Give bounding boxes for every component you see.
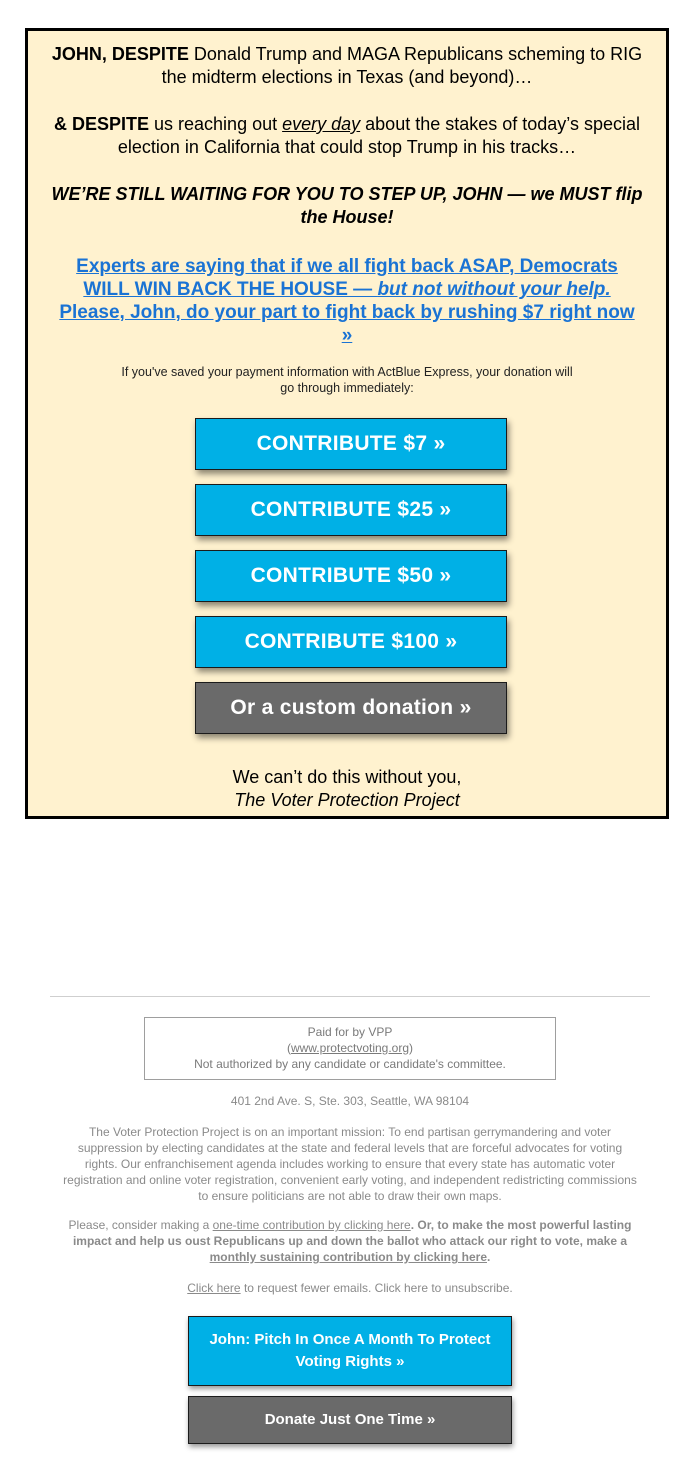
donation-appeal-box	[25, 28, 669, 819]
mission-statement: The Voter Protection Project is on an important mission: To end partisan gerrymandering and voter suppression by electing candidates at the state and federal levels that are forceful advocates for voting rights. Our enfranchisement agenda includes working to ensure that every state has automatic voter registration and online voter registration, convenient early voting, and independent redistricting commissions to ensure politicians are not able to draw their own maps.	[63, 1125, 637, 1203]
appeal-text-2b: about the stakes of today’s special election in California that could stop Trump in his tracks…	[117, 114, 640, 157]
appeal-emphasis: every day	[282, 114, 361, 134]
cta-text-1[interactable]: Experts are saying that if we all fight back ASAP, Democrats WILL WIN BACK THE HOUSE —	[76, 256, 618, 300]
consider-text-1: Please, consider making a	[68, 1218, 213, 1232]
cta-emphasis[interactable]: but not without your help.	[377, 279, 611, 300]
not-authorized-text: Not authorized by any candidate or candidate's committee.	[194, 1057, 506, 1071]
fewer-emails-link[interactable]: Click here	[187, 1281, 241, 1295]
email-preferences	[60, 1280, 640, 1296]
paid-for-text: Paid for by VPP	[307, 1025, 393, 1039]
footer-divider	[50, 996, 650, 997]
donate-once-button[interactable]: Donate Just One Time »	[188, 1396, 512, 1444]
signature-org: The Voter Protection Project	[234, 790, 460, 810]
consider-text-3: .	[487, 1250, 491, 1264]
signature-line: We can’t do this without you,	[232, 767, 462, 787]
contribute-50-button[interactable]: CONTRIBUTE $50 »	[195, 550, 507, 602]
appeal-lead-2: & DESPITE	[53, 114, 150, 134]
monthly-contribution-link[interactable]: monthly sustaining contribution by clicking here	[209, 1250, 487, 1264]
contribute-7-button[interactable]: CONTRIBUTE $7 »	[195, 418, 507, 470]
contribute-100-button[interactable]: CONTRIBUTE $100 »	[195, 616, 507, 668]
site-open-paren: (	[286, 1041, 291, 1055]
actblue-express-note: If you've saved your payment information with ActBlue Express, your donation will go through immediately:	[121, 365, 573, 395]
consider-text-2: . Or, to make the most powerful lasting impact and help us oust Republicans up and down the ballot who attack our right to vote, make a	[72, 1218, 632, 1248]
appeal-paragraph-2	[28, 113, 666, 159]
site-line	[145, 1040, 555, 1056]
signature	[28, 766, 666, 812]
monthly-pitch-button[interactable]: John: Pitch In Once A Month To Protect Voting Rights »	[188, 1316, 512, 1386]
custom-donation-button[interactable]: Or a custom donation »	[195, 682, 507, 734]
paid-for-disclaimer	[144, 1017, 556, 1080]
appeal-lead-1: JOHN, DESPITE	[51, 44, 189, 64]
appeal-text-1: Donald Trump and MAGA Republicans scheming to RIG the midterm elections in Texas (and beyond)…	[161, 44, 643, 87]
appeal-headline: WE’RE STILL WAITING FOR YOU TO STEP UP, JOHN — we MUST flip the House!	[51, 184, 643, 227]
unsubscribe-text: to request fewer emails. Click here to unsubscribe.	[240, 1281, 513, 1295]
appeal-text-2a: us reaching out	[149, 114, 283, 134]
contribution-prompt	[60, 1217, 640, 1265]
rush-7-link[interactable]	[58, 255, 636, 347]
appeal-paragraph-1	[28, 43, 666, 89]
website-link[interactable]: www.protectvoting.org	[290, 1041, 410, 1055]
one-time-contribution-link[interactable]: one-time contribution by clicking here	[212, 1218, 411, 1232]
contribute-25-button[interactable]: CONTRIBUTE $25 »	[195, 484, 507, 536]
mailing-address: 401 2nd Ave. S, Ste. 303, Seattle, WA 98104	[230, 1094, 470, 1108]
site-close-paren: )	[409, 1041, 414, 1055]
cta-text-2[interactable]: Please, John, do your part to fight back by rushing $7 right now »	[59, 302, 635, 346]
